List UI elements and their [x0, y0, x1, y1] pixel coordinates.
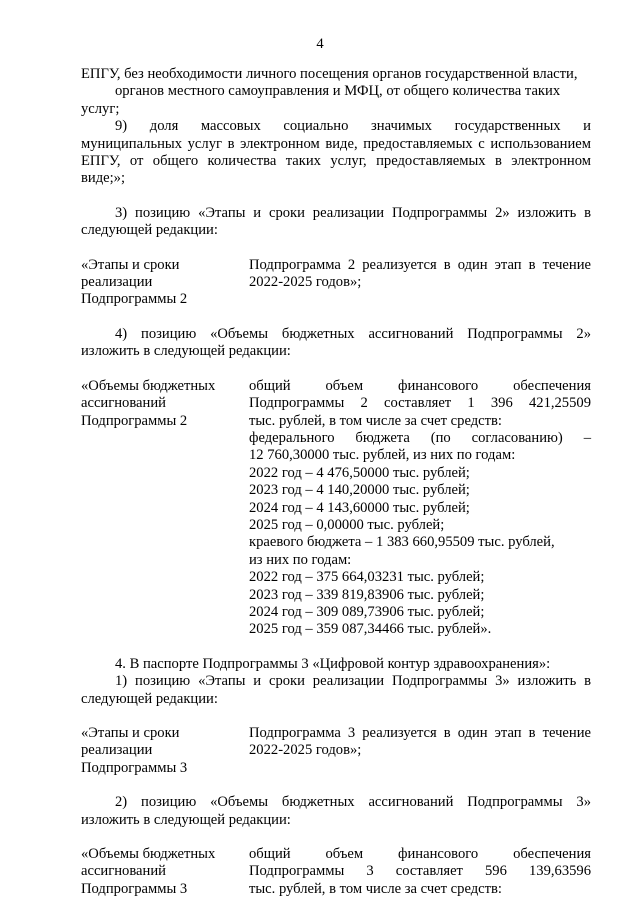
sub2-stages-row: [81, 257, 591, 309]
sub2-item-4: 4) позицию «Объемы бюджетных ассигнований Подпрограммы 2» изложить в следующей редакции:: [81, 325, 591, 360]
sub2-item-3: 3) позицию «Этапы и сроки реализации Подпрограммы 2» изложить в следующей редакции:: [81, 204, 591, 239]
sub3-item-1: 1) позицию «Этапы и сроки реализации Подпрограммы 3» изложить в следующей редакции:: [81, 673, 591, 707]
sub3-stages-value: Подпрограмма 3 реализуется в один этап в течение 2022-2025 годов»;: [249, 725, 591, 759]
sub3-stages-label: «Этапы и сроки реализации Подпрограммы 3: [81, 725, 188, 776]
item-9-text: муниципальных услуг в электронном виде, предоставляемых с использованием ЕПГУ, от общего количества таких услуг, предоставляемых в электронном виде;»;: [81, 135, 591, 187]
federal-year: 2022 год – 4 476,50000 тыс. рублей;: [249, 464, 470, 481]
page-number: 4: [316, 36, 324, 52]
sub2-budget-row: [81, 378, 591, 639]
federal-year: 2024 год – 4 143,60000 тыс. рублей;: [249, 499, 470, 516]
document-body: [81, 66, 591, 898]
sub3-passport: 4. В паспорте Подпрограммы 3 «Цифровой контур здравоохранения»:: [115, 655, 551, 672]
intro-line-2: органов местного самоуправления и МФЦ, от общего количества таких услуг;: [81, 83, 561, 117]
regional-year: 2024 год – 309 089,73906 тыс. рублей;: [249, 603, 485, 620]
sub3-stages-row: [81, 725, 591, 777]
sub2-budget-value: общий объем финансового обеспечения Подпрограммы 2 составляет 1 396 421,25509 тыс. рублей, в том числе за счет средств: федерального бюджета (по согласованию) – 12 760,30000 тыс. рублей, из них по годам: 2022 год – 4 476,50000 тыс. рублей; 2023 год – 4 140,20000 тыс. рублей; 2024 год – 4 143,60000 тыс. рублей; 2025 год – 0,00000 тыс. рублей; краевого бюджета – 1 383 660,95509 тыс. рублей, из них по годам: 2022 год – 375 664,03231 тыс. рублей; 2023 год – 339 819,83906 тыс. рублей; 2024 год – 309 089,73906 тыс. рублей; 2025 год – 359 087,34466 тыс. рублей».: [249, 377, 591, 638]
sub2-stages-value: Подпрограмма 2 реализуется в один этап в течение 2022-2025 годов»;: [249, 256, 591, 291]
sub2-stages-label: «Этапы и сроки реализации Подпрограммы 2: [81, 256, 188, 308]
sub3-budget-value: общий объем финансового обеспечения Подпрограммы 3 составляет 596 139,63596 тыс. рублей, в том числе за счет средств:: [249, 846, 591, 897]
sub3-budget-label: «Объемы бюджетных ассигнований Подпрограммы 3: [81, 846, 216, 897]
sub3-item-2: 2) позицию «Объемы бюджетных ассигнований Подпрограммы 3» изложить в следующей редакции:: [81, 794, 591, 828]
intro-line-1: ЕПГУ, без необходимости личного посещения органов государственной власти,: [81, 66, 578, 82]
federal-year: 2025 год – 0,00000 тыс. рублей;: [249, 516, 445, 533]
regional-year: 2023 год – 339 819,83906 тыс. рублей;: [249, 586, 485, 603]
sub3-budget-row: [81, 846, 591, 898]
regional-year: 2022 год – 375 664,03231 тыс. рублей;: [249, 569, 485, 586]
item-9-first-line: 9) доля массовых социально значимых государственных и: [115, 118, 591, 135]
sub2-budget-label: «Объемы бюджетных ассигнований Подпрограммы 2: [81, 377, 216, 429]
federal-year: 2023 год – 4 140,20000 тыс. рублей;: [249, 482, 470, 499]
regional-year: 2025 год – 359 087,34466 тыс. рублей».: [249, 621, 492, 638]
